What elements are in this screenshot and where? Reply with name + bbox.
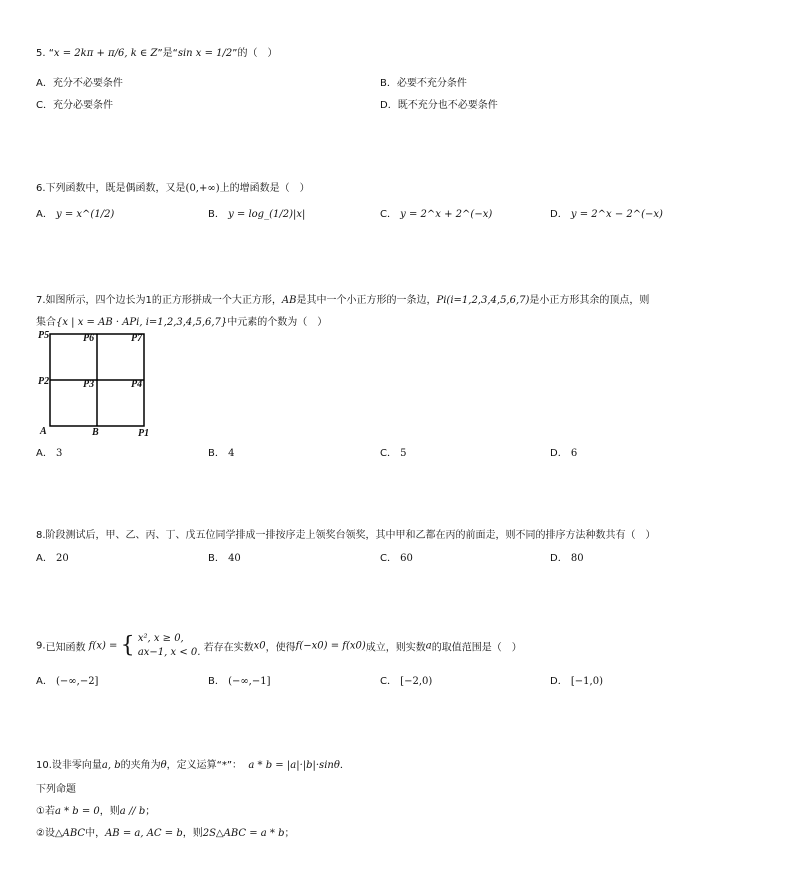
q9-option-d: D． [−1,0) [550, 676, 603, 687]
q10-theta: θ [160, 760, 167, 771]
q6-option-c: C． y = 2^x + 2^(−x) [380, 209, 493, 220]
q8-option-d: D． 80 [550, 553, 584, 564]
q6-option-b: B． y = log_(1/2)|x| [208, 209, 306, 220]
q6-stem: 6.下列函数中，既是偶函数，又是(0,+∞)上的增函数是（ ） [36, 183, 310, 194]
q6-option-a: A． y = x^(1/2) [36, 209, 115, 220]
q5-option-b: B．必要不充分条件 [380, 78, 467, 89]
q7-option-b: B． 4 [208, 448, 235, 459]
q10-vecs: a, b [101, 760, 121, 771]
q6-expr-d: y = 2^x − 2^(−x) [570, 209, 663, 220]
q9-case2: ax−1, x < 0. [137, 647, 201, 658]
q8-option-b: B． 40 [208, 553, 241, 564]
q5-is: ”是“ [157, 48, 178, 59]
q10-subhead: 下列命题 [36, 784, 76, 795]
q6-expr-c: y = 2^x + 2^(−x) [400, 209, 493, 220]
q7-stem-line1: 7.如图所示，四个边长为1的正方形拼成一个大正方形，AB是其中一个小正方形的一条边，Pi(i=1,2,3,4,5,6,7)是小正方形其余的顶点，则 [36, 295, 650, 306]
q6-interval: (0,+∞) [185, 183, 220, 194]
q7-label-p7: P7 [131, 333, 143, 344]
q5-option-d: D．既不充分也不必要条件 [380, 100, 498, 111]
q7-label-a: A [40, 426, 47, 437]
q7-option-c: C． 5 [380, 448, 407, 459]
q9-x0: x0 [253, 640, 266, 652]
q7-label-p6: P6 [83, 333, 95, 344]
q9-option-b: B． (−∞,−1] [208, 676, 271, 687]
q7-label-p1: P1 [138, 428, 150, 439]
q7-label-p3: P3 [83, 379, 95, 390]
q9-brace: { [120, 633, 135, 658]
q6-expr-a: y = x^(1/2) [56, 209, 115, 220]
q5-condition: x = 2kπ + π/6, k ∈ Z [53, 48, 158, 59]
q10-item-2: ②设△ABC中，AB = a, AC = b，则2S△ABC = a * b； [36, 828, 295, 839]
q6-expr-b: y = log_(1/2)|x| [228, 209, 306, 220]
q5-result: sin x = 1/2 [177, 48, 233, 59]
q9-option-c: C． [−2,0) [380, 676, 433, 687]
q7-pi: Pi(i=1,2,3,4,5,6,7) [436, 295, 530, 306]
q7-label-p5: P5 [38, 330, 50, 341]
q7-set: {x | x = AB · APi, i=1,2,3,4,5,6,7} [56, 317, 228, 328]
q5-tail: ”的（ ） [232, 48, 278, 59]
q5-stem [36, 44, 277, 59]
q9-eq: f(−x0) = f(x0) [295, 640, 366, 652]
q9-fx: f(x) = [88, 640, 118, 652]
q8-stem: 8.阶段测试后，甲、乙、丙、丁、戊五位同学排成一排按序走上领奖台领奖，其中甲和乙都在丙的前面走，则不同的排序方法种数共有（ ） [36, 530, 656, 541]
q10-def: a * b = |a|·|b|·sinθ [248, 760, 340, 771]
q7-option-d: D． 6 [550, 448, 578, 459]
q5-option-a: A．充分不必要条件 [36, 78, 123, 89]
q9-case1: x², x ≥ 0, [137, 633, 184, 644]
q7-label-p4: P4 [131, 379, 143, 390]
q6-option-d: D． y = 2^x − 2^(−x) [550, 209, 663, 220]
q9-a: a [425, 640, 432, 652]
q5-quote: “ [48, 48, 54, 59]
q9-option-a: A． (−∞,−2] [36, 676, 99, 687]
q9-stem: 9.已知函数 f(x) = { x², x ≥ 0, ax−1, x < 0. 若存在实数x0，使得f(−x0) = f(x0)成立，则实数a的取值范围是（ ） [36, 631, 522, 665]
q9-cases [138, 632, 201, 660]
q7-figure [36, 330, 156, 442]
q7-label-b: B [92, 427, 99, 438]
q7-option-a: A． 3 [36, 448, 63, 459]
q8-option-c: C． 60 [380, 553, 413, 564]
q10-item-1: ①若a * b = 0，则a // b； [36, 806, 156, 817]
q5-number: 5. [36, 48, 46, 59]
q7-label-p2: P2 [38, 376, 50, 387]
q5-option-c: C．充分必要条件 [36, 100, 113, 111]
q7-ab: AB [281, 295, 297, 306]
q8-option-a: A． 20 [36, 553, 69, 564]
q7-stem-line2: 集合{x | x = AB · APi, i=1,2,3,4,5,6,7}中元素的个数为（ ） [36, 317, 328, 328]
q10-stem: 10.设非零向量a, b的夹角为θ，定义运算“*”： a * b = |a|·|b|·sinθ． [36, 760, 350, 771]
